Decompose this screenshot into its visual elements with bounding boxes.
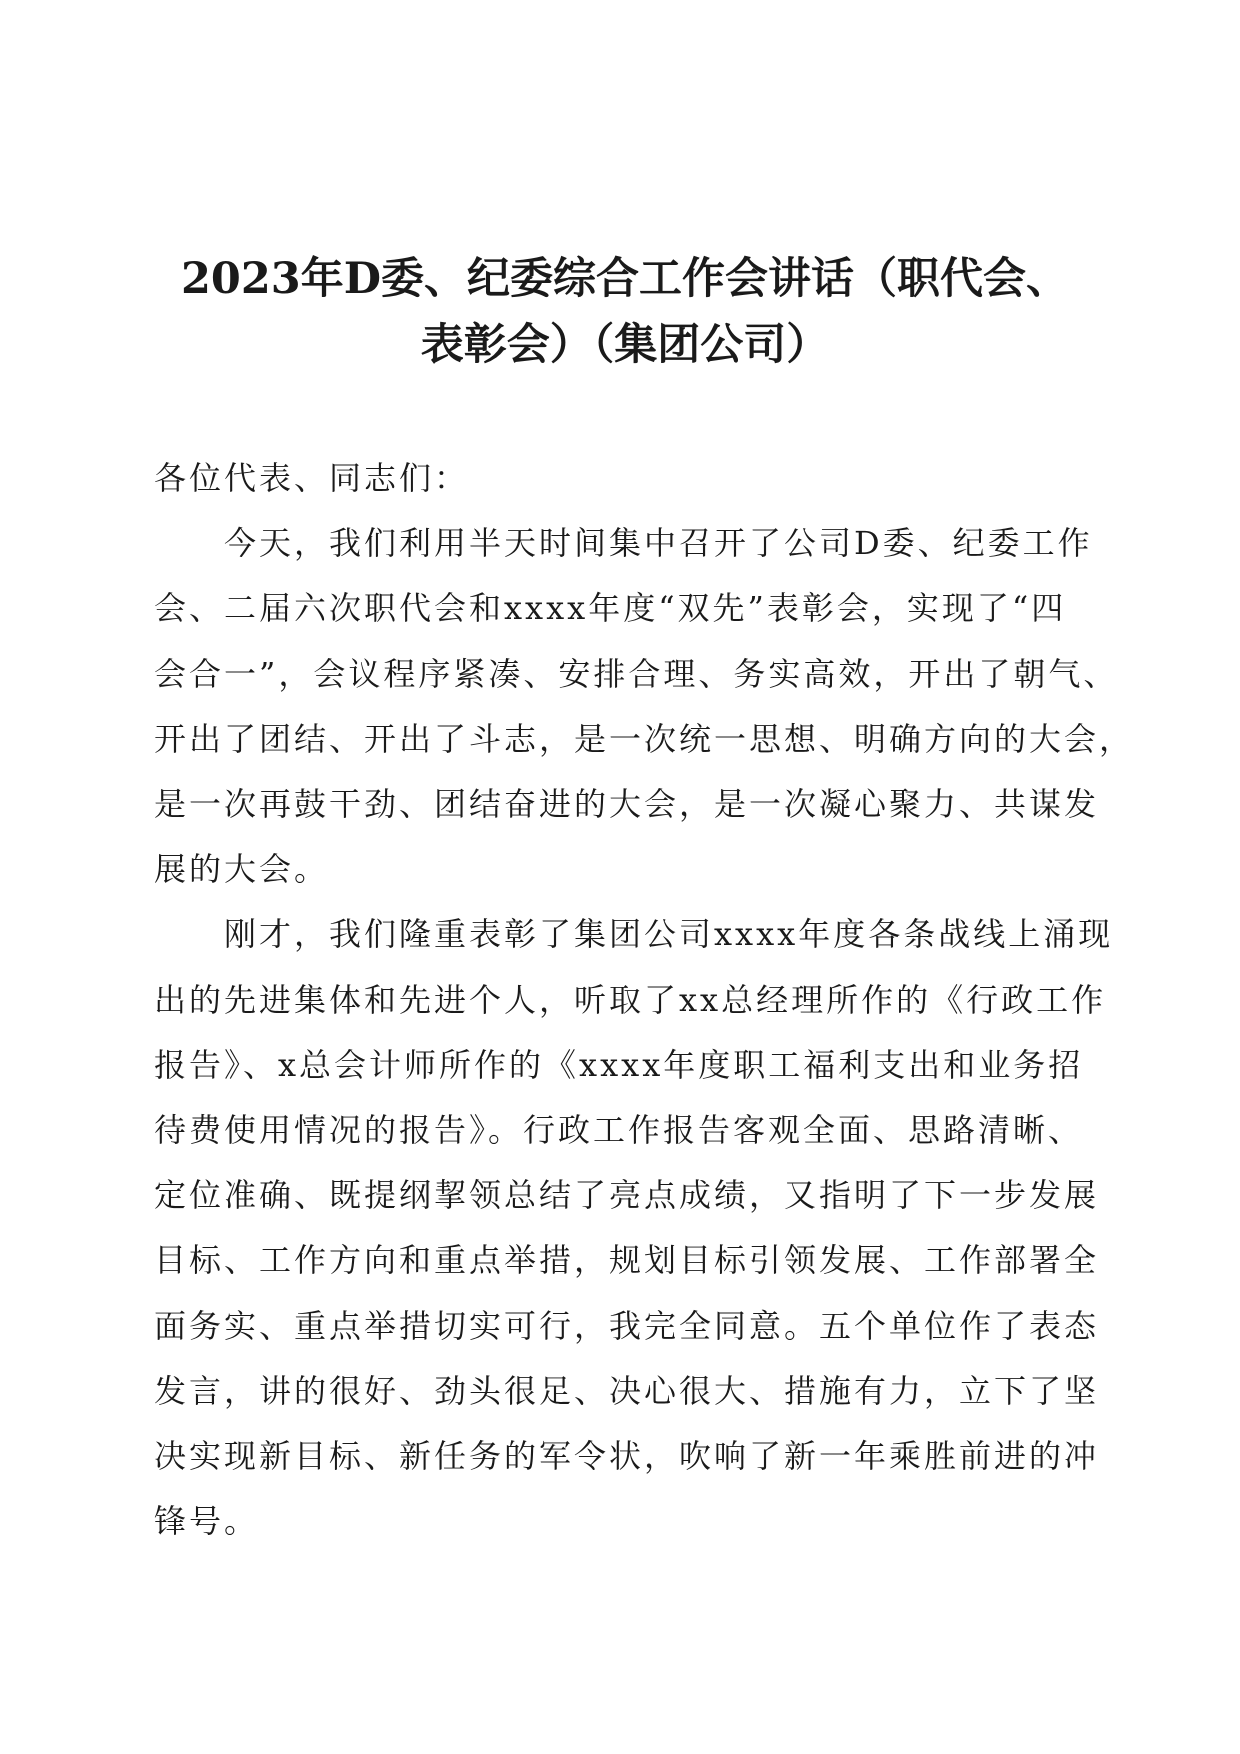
title-line-1: 2023年D委、纪委综合工作会讲话（职代会、 <box>181 254 1069 304</box>
paragraph-2-line: 锋号。 <box>154 1502 260 1541</box>
paragraph-1-line: 今天，我们利用半天时间集中召开了公司D委、纪委工作 <box>224 524 1093 563</box>
paragraph-2-line: 发言，讲的很好、劲头很足、决心很大、措施有力，立下了坚 <box>154 1371 1100 1410</box>
paragraph-2-line: 报告》、x总会计师所作的《xxxx年度职工福利支出和业务招 <box>154 1045 1084 1084</box>
title-line-2: 表彰会）（集团公司） <box>420 320 830 370</box>
paragraph-2-line: 出的先进集体和先进个人，听取了xx总经理所作的《行政工作 <box>154 980 1107 1019</box>
paragraph-2-line: 刚才，我们隆重表彰了集团公司xxxx年度各条战线上涌现 <box>224 915 1114 954</box>
paragraph-1-line: 展的大会。 <box>154 850 330 889</box>
paragraph-1 <box>154 511 1135 902</box>
paragraph-2-line: 决实现新目标、新任务的军令状，吹响了新一年乘胜前进的冲 <box>154 1437 1100 1476</box>
paragraph-2-line: 面务实、重点举措切实可行，我完全同意。五个单位作了表态 <box>154 1306 1100 1345</box>
salutation: 各位代表、同志们： <box>154 459 470 497</box>
document-body <box>154 446 1135 1554</box>
paragraph-2-line: 待费使用情况的报告》。行政工作报告客观全面、思路清晰、 <box>154 1111 1084 1150</box>
paragraph-1-line: 开出了团结、开出了斗志，是一次统一思想、明确方向的大会， <box>154 719 1135 758</box>
paragraph-2 <box>154 902 1114 1554</box>
paragraph-1-line: 是一次再鼓干劲、团结奋进的大会，是一次凝心聚力、共谋发 <box>154 785 1100 824</box>
paragraph-2-line: 目标、工作方向和重点举措，规划目标引领发展、工作部署全 <box>154 1241 1100 1280</box>
paragraph-1-line: 会、二届六次职代会和xxxx年度“双先”表彰会，实现了“四 <box>154 589 1067 628</box>
paragraph-2-line: 定位准确、既提纲挈领总结了亮点成绩，又指明了下一步发展 <box>154 1176 1100 1215</box>
paragraph-1-line: 会合一”，会议程序紧凑、安排合理、务实高效，开出了朝气、 <box>154 654 1119 693</box>
document-title <box>150 246 1100 378</box>
